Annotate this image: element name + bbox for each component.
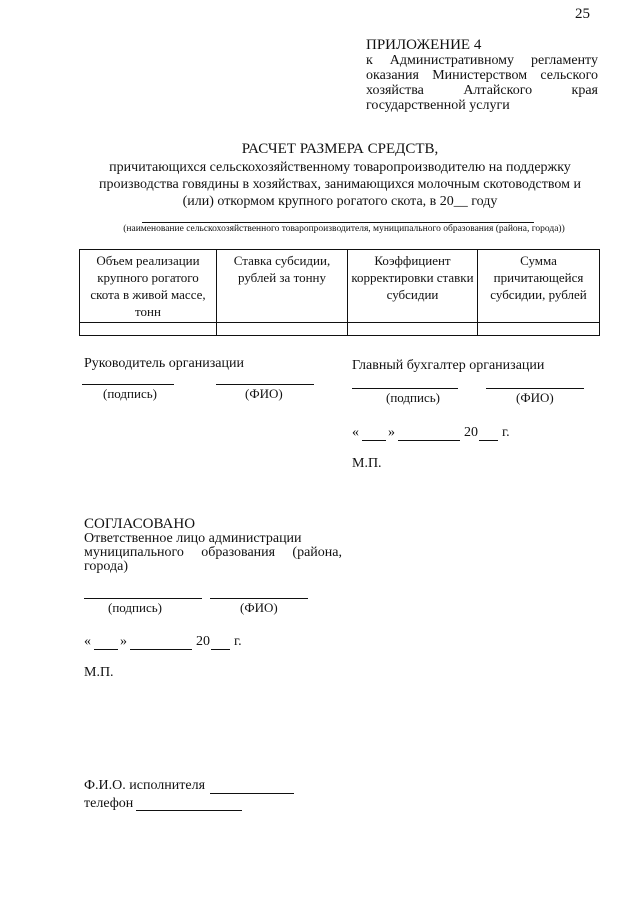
approval-name-line (210, 598, 308, 599)
accountant-date-suffix: г. (502, 425, 510, 440)
accountant-date-close: » (388, 425, 395, 440)
executor-phone-label: телефон (84, 796, 134, 811)
approval-date-open: « (84, 634, 91, 649)
head-signature-line (82, 384, 174, 385)
accountant-signature-line (352, 388, 458, 389)
appendix-line: хозяйства Алтайского края (366, 83, 598, 98)
approval-date-year-line (211, 649, 230, 650)
appendix-line: оказания Министерством сельского (366, 68, 598, 83)
column-header-rate: Ставка субсидии, рублей за тонну (217, 250, 348, 323)
accountant-date-year: 20 (464, 425, 478, 440)
approval-title: СОГЛАСОВАНО (84, 516, 196, 532)
accountant-stamp: М.П. (352, 456, 382, 471)
approval-date-year: 20 (196, 634, 210, 649)
accountant-date-open: « (352, 425, 359, 440)
approval-stamp: М.П. (84, 665, 114, 680)
approval-name-caption: (ФИО) (240, 600, 278, 615)
table-cell (217, 323, 348, 336)
accountant-label: Главный бухгалтер организации (352, 358, 545, 373)
approval-date-day-line (94, 649, 118, 650)
approval-line: муниципального образования (района, (84, 545, 342, 560)
appendix-line: к Административному регламенту (366, 53, 598, 68)
executor-phone-line (136, 810, 242, 811)
approval-line: города) (84, 559, 128, 574)
table-cell (348, 323, 478, 336)
executor-name-label: Ф.И.О. исполнителя (84, 778, 206, 793)
table-cell (80, 323, 217, 336)
document-subtitle (80, 159, 600, 210)
document-title: РАСЧЕТ РАЗМЕРА СРЕДСТВ, (241, 141, 439, 157)
organization-name-caption: (наименование сельскохозяйственного товаропроизводителя, муниципального образования (района, города)) (123, 224, 565, 234)
appendix-line: государственной услуги (366, 98, 510, 113)
accountant-name-line (486, 388, 584, 389)
column-header-coefficient: Коэффициент корректировки ставки субсидии (348, 250, 478, 323)
accountant-date-month-line (398, 440, 460, 441)
table-cell (478, 323, 600, 336)
subtitle-line: (или) откормом крупного рогатого скота, в 20__ году (182, 194, 498, 209)
approval-line: Ответственное лицо администрации (84, 531, 302, 546)
approval-signature-line (84, 598, 202, 599)
approval-date-month-line (130, 649, 192, 650)
appendix-title: ПРИЛОЖЕНИЕ 4 (366, 37, 482, 53)
approval-signature-caption: (подпись) (108, 600, 162, 615)
column-header-amount: Сумма причитающейся субсидии, рублей (478, 250, 600, 323)
table-header-row (80, 250, 600, 323)
accountant-date-year-line (479, 440, 498, 441)
accountant-signature-caption: (подпись) (386, 390, 440, 405)
approval-date-suffix: г. (234, 634, 242, 649)
column-header-volume: Объем реализации крупного рогатого скота в живой массе, тонн (80, 250, 217, 323)
approval-date-close: » (120, 634, 127, 649)
table-row (80, 323, 600, 336)
accountant-name-caption: (ФИО) (516, 390, 554, 405)
head-name-caption: (ФИО) (245, 386, 283, 401)
executor-name-line (210, 793, 294, 794)
page-number: 25 (575, 6, 590, 22)
appendix-header (366, 38, 598, 113)
subtitle-line: причитающихся сельскохозяйственному товаропроизводителю на поддержку (109, 160, 571, 175)
approval-text (84, 532, 342, 574)
head-label: Руководитель организации (84, 356, 244, 371)
calculation-table (79, 249, 600, 336)
accountant-date-day-line (362, 440, 386, 441)
subtitle-line: производства говядины в хозяйствах, занимающихся молочным скотоводством и (98, 177, 581, 192)
head-signature-caption: (подпись) (103, 386, 157, 401)
head-name-line (216, 384, 314, 385)
organization-name-line (142, 222, 534, 223)
